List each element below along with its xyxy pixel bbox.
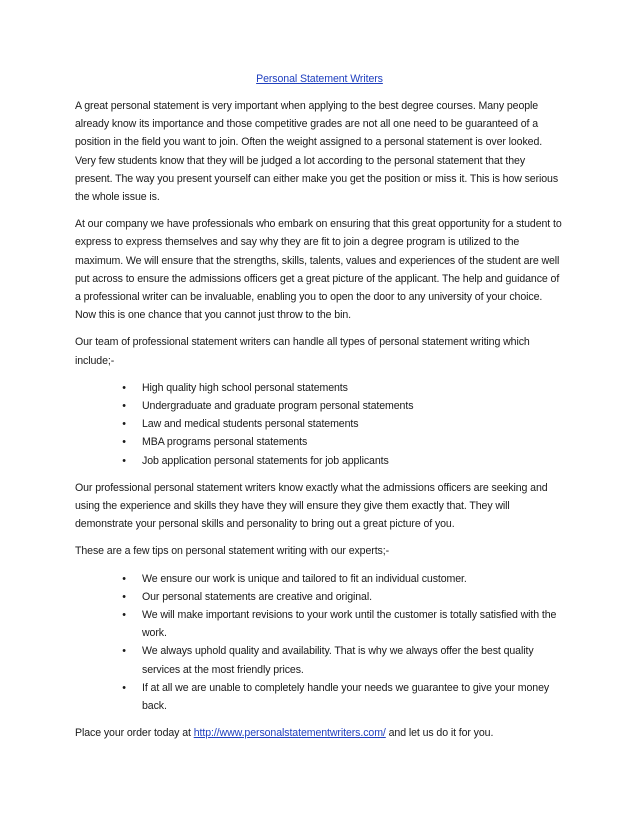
bullet-icon: • <box>122 645 126 658</box>
paragraph-tips: These are a few tips on personal statement writing with our experts;- <box>75 545 390 558</box>
list-item: • We will make important revisions to your work until the customer is totally satisfied with the work. <box>118 606 564 642</box>
bullet-icon: • <box>122 572 126 585</box>
document-title <box>75 70 564 88</box>
list-item: • MBA programs personal statements <box>118 433 564 451</box>
bullet-icon: • <box>122 381 126 394</box>
paragraph-closing: Place your order today at http://www.personalstatementwriters.com/ and let us do it for you. <box>75 727 494 740</box>
list-item: • Law and medical students personal statements <box>118 415 564 433</box>
list-item: • We ensure our work is unique and tailored to fit an individual customer. <box>118 570 564 588</box>
paragraph-intro: A great personal statement is very important when applying to the best degree courses. Many people already know its importance and those competitive grades are not all one need to be guaranteed of a position in the field you want to join. Often the weight assigned to a personal statement is over looked. Very few students know that they will be judged a lot according to the personal statement that they present. The way you present yourself can either make you get the position or miss it. This is how serious the whole issue is. <box>75 100 559 204</box>
bullet-icon: • <box>122 454 126 467</box>
list-item: • If at all we are unable to completely handle your needs we guarantee to give your money back. <box>118 679 564 715</box>
bullet-icon: • <box>122 609 126 622</box>
list-item: • Our personal statements are creative and original. <box>118 588 564 606</box>
bullet-icon: • <box>122 400 126 413</box>
list-item: • High quality high school personal statements <box>118 379 564 397</box>
bullet-icon: • <box>122 418 126 431</box>
list-item: • We always uphold quality and availability. That is why we always offer the best quality services at the most friendly prices. <box>118 642 564 678</box>
bullet-icon: • <box>122 590 126 603</box>
bullet-icon: • <box>122 681 126 694</box>
paragraph-writers: Our professional personal statement writers know exactly what the admissions officers are seeking and using the experience and skills they have they will ensure they give them exactly that. They will demonstrate your personal skills and personality to bring out a great picture of you. <box>75 481 548 531</box>
statement-types-list <box>75 379 564 470</box>
list-item: • Undergraduate and graduate program personal statements <box>118 397 564 415</box>
tips-list <box>75 570 564 716</box>
list-item: • Job application personal statements for job applicants <box>118 452 564 470</box>
title-link[interactable]: Personal Statement Writers <box>256 73 383 85</box>
bullet-icon: • <box>122 436 126 449</box>
paragraph-team: Our team of professional statement writers can handle all types of personal statement writing which include;- <box>75 336 530 367</box>
paragraph-company: At our company we have professionals who embark on ensuring that this great opportunity for a student to express to express themselves and say why they are fit to join a degree program is utilized to the maximum. We will ensure that the strengths, skills, talents, values and experiences of the student are well put across to ensure the admissions officers get a great picture of the applicant. The help and guidance of a professional writer can be invaluable, enabling you to open the door to any university of your choice. Now this is one chance that you cannot just throw to the bin. <box>75 218 562 322</box>
website-link[interactable]: http://www.personalstatementwriters.com/ <box>193 727 386 740</box>
